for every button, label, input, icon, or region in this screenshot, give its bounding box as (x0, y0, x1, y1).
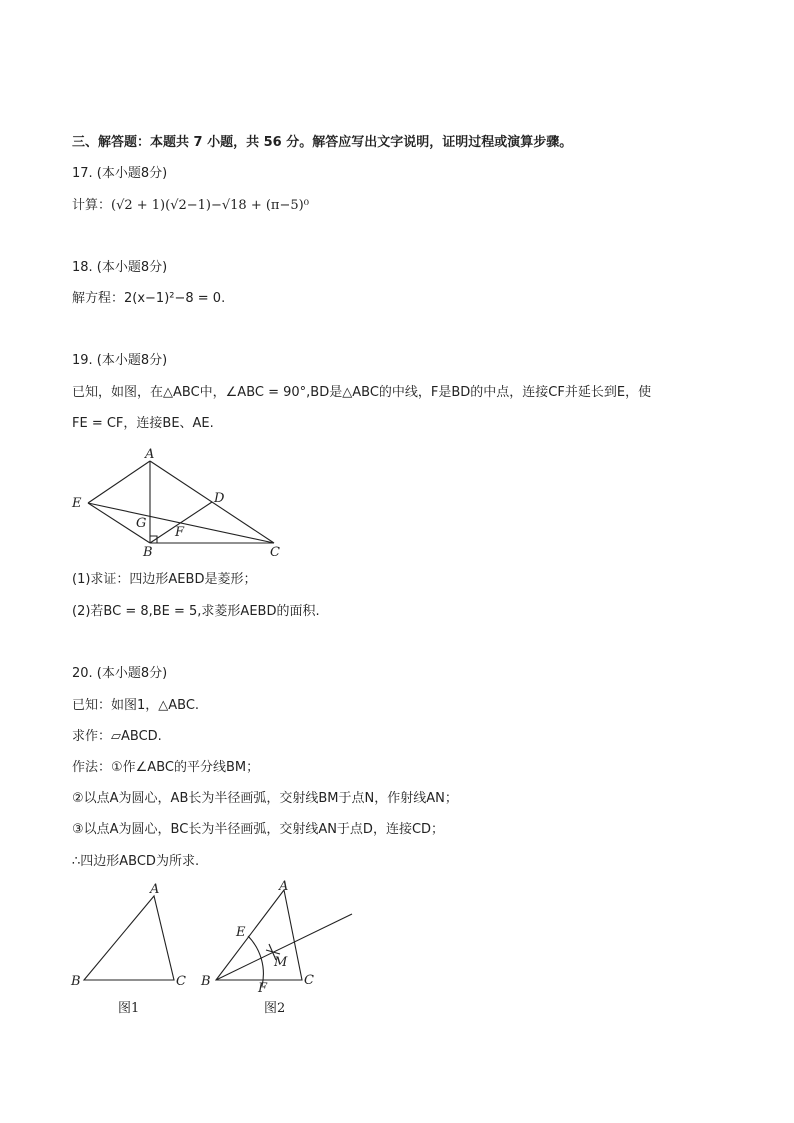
q19-label-f: F (175, 525, 185, 540)
q20-fig2-label-a: A (279, 879, 289, 894)
q20-construct: 求作：▱ABCD. (72, 729, 162, 744)
q20-method3: ③以点A为圆心，BC长为半径画弧，交射线AN于点D，连接CD； (72, 822, 445, 837)
q20-fig2-label-b: B (201, 974, 211, 989)
q20-number: 20. (本小题8分) (72, 666, 168, 681)
q20-fig2-caption: 图2 (264, 1001, 286, 1016)
q19-figure (66, 443, 296, 563)
q20-given: 已知：如图1，△ABC. (72, 698, 200, 713)
q20-figure-2 (196, 878, 358, 1018)
q19-stem-line2: FE = CF，连接BE、AE. (72, 416, 214, 431)
q18-number: 18. (本小题8分) (72, 260, 168, 275)
q19-label-b: B (143, 545, 153, 560)
q20-method2: ②以点A为圆心，AB长为半径画弧，交射线BM于点N，作射线AN； (72, 791, 458, 806)
q20-fig2-label-f: F (258, 981, 268, 996)
q18-text: 解方程：2(x−1)²−8 = 0. (72, 291, 226, 306)
section-header: 三、解答题：本题共 7 小题，共 56 分。解答应写出文字说明，证明过程或演算步骤。 (72, 135, 573, 150)
q20-fig2-label-m: M (274, 955, 288, 970)
q19-label-g: G (136, 516, 147, 531)
q19-part1: (1)求证：四边形AEBD是菱形； (72, 572, 257, 587)
q20-fig1-label-c: C (176, 974, 186, 989)
q19-number: 19. (本小题8分) (72, 353, 168, 368)
q20-fig1-label-b: B (71, 974, 81, 989)
q19-label-c: C (270, 545, 280, 560)
q19-label-a: A (145, 447, 155, 462)
q17-text: 计算：(√2 + 1)(√2−1)−√18 + (π−5)⁰ (72, 198, 309, 213)
q19-label-d: D (214, 491, 225, 506)
q20-figure-1 (66, 878, 206, 1018)
q20-fig1-caption: 图1 (118, 1001, 140, 1016)
q19-stem-line1: 已知，如图，在△ABC中，∠ABC = 90°,BD是△ABC的中线，F是BD的中点，连接CF并延长到E，使 (72, 385, 652, 400)
q20-fig1-label-a: A (150, 882, 160, 897)
q20-method1: 作法：①作∠ABC的平分线BM； (72, 760, 260, 775)
q20-conclusion: ∴四边形ABCD为所求. (72, 854, 200, 869)
q20-fig2-label-e: E (236, 925, 246, 940)
q17-number: 17. (本小题8分) (72, 166, 168, 181)
q19-part2: (2)若BC = 8,BE = 5,求菱形AEBD的面积. (72, 604, 320, 619)
q19-label-e: E (72, 496, 82, 511)
q20-fig1-triangle (84, 896, 174, 980)
q20-fig2-label-c: C (304, 973, 314, 988)
